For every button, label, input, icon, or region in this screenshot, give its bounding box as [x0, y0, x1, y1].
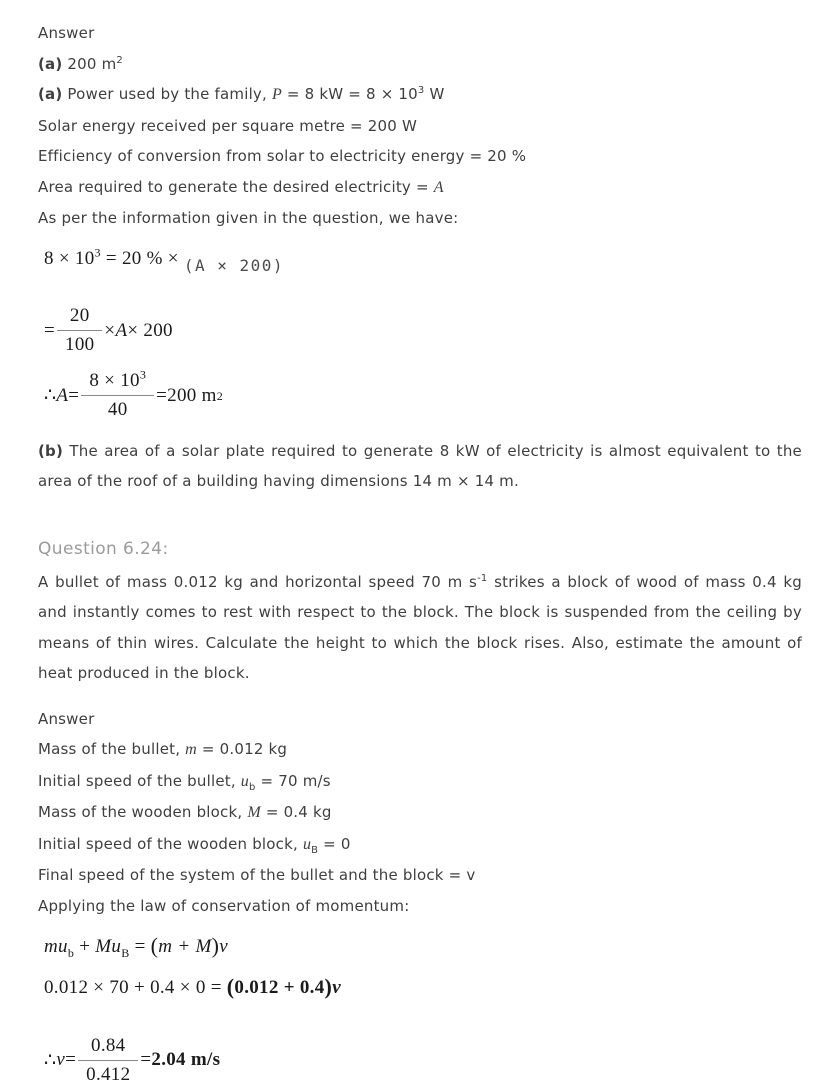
part-b-label: (b) — [38, 441, 64, 460]
eq1-exponent: 3 — [94, 245, 101, 260]
given-mass-bullet — [38, 734, 802, 766]
eqm-plus: + — [74, 936, 96, 957]
eqm-term1: mu — [44, 936, 68, 957]
part-a-value: 200 m — [62, 54, 117, 73]
eq3-fraction — [81, 367, 154, 421]
given-final-speed: Final speed of the system of the bullet and the block = v — [38, 866, 476, 884]
power-line — [38, 79, 802, 111]
equation-fraction-20-100 — [38, 302, 802, 360]
eqm-open-paren: ( — [150, 933, 159, 958]
power-exponent: 3 — [417, 85, 425, 96]
g2-variable: u — [240, 772, 249, 790]
solar-energy-line: Solar energy received per square metre = 200 W — [38, 116, 418, 135]
momentum-law-line: Applying the law of conservation of momentum: — [38, 896, 410, 915]
area-line — [38, 172, 802, 204]
power-post: W — [424, 85, 445, 103]
g3-post: = 0.4 kg — [260, 803, 332, 821]
eqm-close-paren: ) — [211, 933, 220, 958]
power-label: (a) — [38, 85, 63, 103]
eqr-numerator: 0.84 — [78, 1035, 138, 1061]
eq2-times1: × — [104, 319, 116, 341]
eqm-v: v — [219, 936, 229, 957]
eqr-equals2: = — [140, 1049, 152, 1070]
answer-label-text: Answer — [38, 24, 95, 42]
eq3-equals: = — [68, 384, 80, 406]
eqr-v: v — [56, 1049, 66, 1070]
info-line: As per the information given in the question, we have: — [38, 209, 459, 227]
eq2-times2: × 200 — [127, 319, 173, 341]
g3-variable: M — [247, 804, 261, 821]
g1-variable: m — [185, 741, 197, 758]
equation-momentum-values — [38, 970, 802, 1003]
eqr-fraction — [78, 1035, 138, 1086]
eq3-equals2: = — [156, 384, 168, 406]
eqv-open-paren: ( — [226, 974, 235, 999]
g4-pre: Initial speed of the wooden block, — [38, 834, 303, 853]
eq3-denominator: 40 — [107, 399, 128, 420]
given-speed-block — [38, 829, 802, 861]
eqm-equals: = — [129, 936, 151, 957]
eqr-therefore: ∴ — [44, 1049, 57, 1071]
eq2-fraction — [57, 305, 102, 356]
eq3-numerator-exponent: 3 — [139, 367, 147, 382]
g2-subscript: b — [248, 781, 256, 793]
eq3-numerator — [81, 367, 154, 396]
eq3-numerator-base: 8 × 10 — [89, 370, 140, 391]
eq3-therefore: ∴ — [44, 385, 57, 406]
g1-post: = 0.012 kg — [196, 740, 288, 758]
g2-pre: Initial speed of the bullet, — [38, 771, 241, 790]
equation-area-result: ∴ A = $\frac{8 \times 10^3}{40}$ = 200 m 2 — [44, 367, 223, 420]
eqr-equals: = — [65, 1049, 77, 1070]
g4-post: = 0 — [318, 834, 351, 853]
eq2-denominator: 100 — [65, 334, 95, 355]
question-pre: A bullet of mass 0.012 kg and horizontal speed 70 m s — [38, 572, 478, 591]
question-post: strikes a block of wood of mass 0.4 kg and instantly comes to rest with respect to the block. The block is suspended from the ceiling by means of thin wires. Calculate the height to which the block rises. Also, estimate the amount of heat produced in the block. — [38, 572, 802, 682]
given-mass-block — [38, 797, 802, 829]
part-a-result-line — [38, 49, 802, 80]
power-mid: = 8 kW = 8 × 10 — [281, 85, 418, 103]
g3-pre: Mass of the wooden block, — [38, 803, 248, 821]
power-variable: P — [271, 86, 282, 103]
answer-label-623 — [38, 18, 802, 49]
eqv-close-paren: ) — [324, 974, 333, 999]
part-a-exponent: 2 — [116, 54, 123, 66]
g1-pre: Mass of the bullet, — [38, 740, 186, 758]
eq1-lowered-term: (A × 200) — [183, 255, 285, 275]
eq2-numerator: 20 — [57, 305, 102, 331]
eq3-variable: A — [56, 384, 69, 406]
eqr-result: 2.04 m/s — [151, 1049, 221, 1070]
equation-power-balance — [38, 245, 802, 290]
question-superscript: -1 — [477, 572, 488, 584]
eqv-lhs: 0.012 × 70 + 0.4 × 0 = — [44, 977, 227, 998]
eq1-mid: = 20 % × — [100, 247, 184, 269]
eqm-sub1: b — [67, 945, 75, 960]
efficiency-line: Efficiency of conversion from solar to electricity energy = 20 % — [38, 147, 527, 165]
eq2-variable: A — [115, 319, 128, 341]
eq2-equals: = — [44, 319, 56, 341]
part-b-paragraph — [38, 436, 802, 497]
eqm-inner: m + M — [158, 936, 212, 957]
answer-label-624: Answer — [38, 709, 95, 728]
power-pre: Power used by the family, — [62, 85, 272, 103]
eqv-inner: 0.012 + 0.4 — [234, 977, 325, 998]
equation-momentum-symbols — [38, 929, 802, 962]
question-text — [38, 567, 802, 689]
g4-subscript: B — [311, 844, 319, 856]
g4-variable: u — [302, 835, 312, 853]
eq3-result: 200 m — [167, 384, 217, 406]
eq1-lhs: 8 × 10 — [44, 247, 95, 269]
eqm-sub2: B — [121, 945, 130, 960]
given-speed-bullet — [38, 766, 802, 798]
area-variable: A — [433, 178, 444, 196]
eqm-term2: Mu — [95, 936, 122, 957]
equation-velocity-result — [38, 1029, 802, 1091]
part-b-text: The area of a solar plate required to generate 8 kW of electricity is almost equivalent to the area of the roof of a building having dimensions 14 m × 14 m. — [38, 441, 802, 490]
part-a-label: (a) — [38, 54, 63, 73]
eqv-v: v — [332, 977, 341, 998]
area-pre: Area required to generate the desired electricity = — [38, 177, 434, 196]
eqr-denominator: 0.412 — [86, 1063, 131, 1085]
g2-post: = 70 m/s — [255, 771, 331, 790]
question-heading: Question 6.24: — [38, 538, 169, 559]
